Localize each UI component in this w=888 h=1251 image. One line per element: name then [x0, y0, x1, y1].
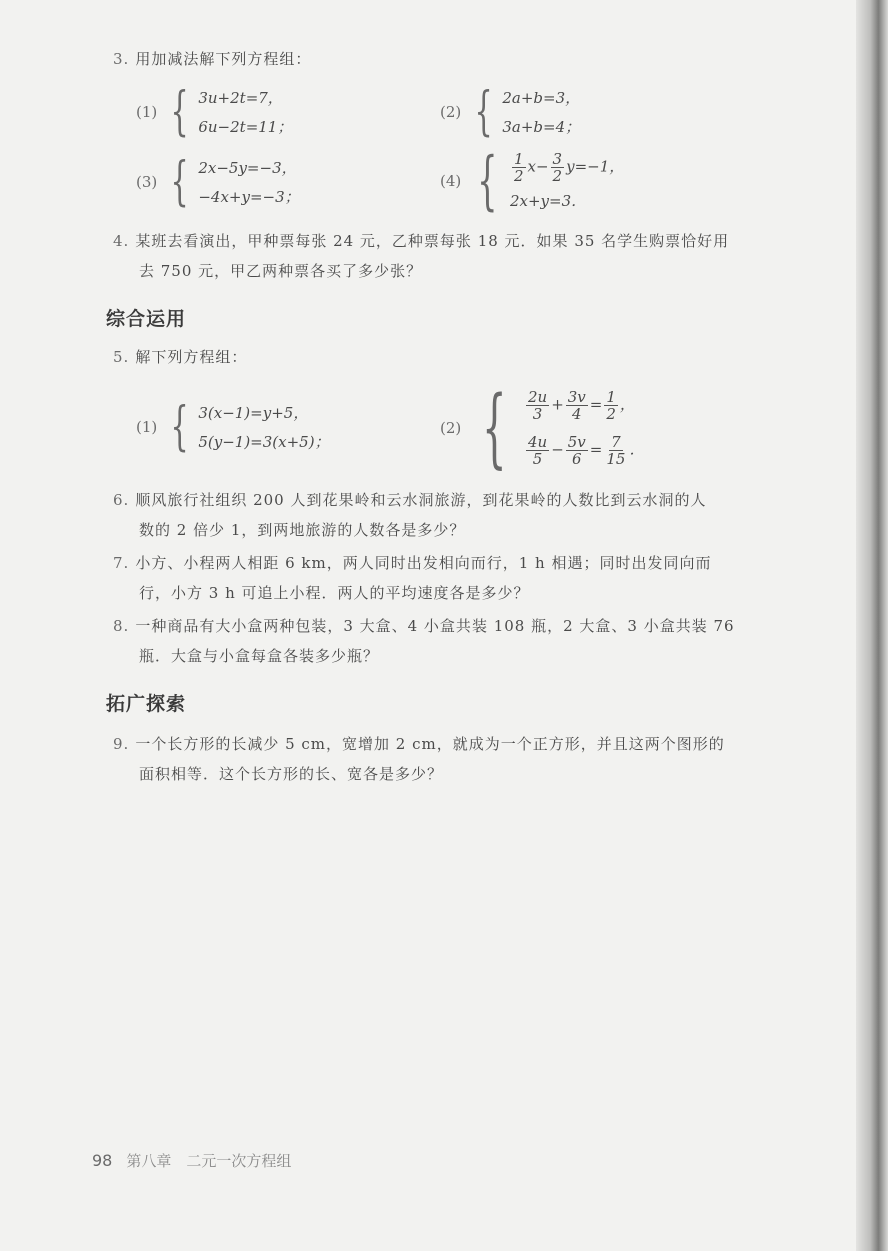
section-heading-synthesis: 综合运用 [106, 308, 187, 330]
equations [502, 87, 580, 137]
problem-text-line-2: 面积相等．这个长方形的长、宽各是多少？ [139, 765, 444, 783]
equation-1: 3(x−1)=y+5， [198, 404, 309, 422]
fraction [566, 434, 588, 467]
fraction [604, 434, 627, 467]
fraction [526, 434, 549, 467]
problem-4 [113, 226, 729, 286]
left-brace-icon: { [170, 397, 189, 457]
equations [524, 389, 645, 467]
problem-number: 7. [113, 554, 130, 572]
equation-text: y=−1， [566, 157, 625, 176]
problem-number: 8. [113, 617, 130, 635]
problem-text-line-1: 小方、小程两人相距 6 km，两人同时出发相向而行，1 h 相遇；同时出发同向而 [135, 554, 712, 572]
equations [510, 151, 624, 211]
problem-9 [113, 729, 725, 789]
operator: − [551, 440, 564, 459]
problem-text-line-1: 一个长方形的长减少 5 cm，宽增加 2 cm，就成为一个正方形，并且这两个图形的 [135, 735, 725, 753]
fraction [526, 389, 549, 422]
fraction [551, 151, 565, 184]
numerator: 7 [611, 433, 621, 451]
problem-text-line-2: 数的 2 倍少 1，到两地旅游的人数各是多少？ [139, 521, 466, 539]
equation-1 [524, 389, 645, 422]
equation-1: 2a+b=3， [502, 89, 581, 107]
problem-text-line-2: 行，小方 3 h 可追上小程．两人的平均速度各是多少？ [139, 584, 530, 602]
problem-3 [113, 44, 311, 74]
system-label: (2) [440, 103, 462, 121]
numerator: 4u [527, 433, 548, 451]
denominator: 4 [572, 405, 582, 423]
numerator: 3v [567, 388, 586, 406]
system-3-3 [136, 152, 300, 212]
fraction [512, 151, 526, 184]
punctuation: ． [629, 440, 645, 459]
problem-text-line-1: 顺风旅行社组织 200 人到花果岭和云水洞旅游，到花果岭的人数比到云水洞的人 [135, 491, 707, 509]
equation-2: 5(y−1)=3(x+5)； [198, 433, 330, 451]
equation-text: x− [527, 157, 549, 176]
equation-2: 6u−2t=11； [198, 118, 293, 136]
denominator: 5 [532, 450, 543, 468]
problem-number: 6. [113, 491, 130, 509]
problem-7 [113, 548, 711, 608]
equations [198, 87, 292, 137]
left-brace-icon: { [477, 144, 498, 218]
operator: + [551, 395, 564, 414]
fraction [566, 389, 588, 422]
system-label: (2) [440, 419, 462, 437]
denominator: 2 [606, 405, 616, 423]
problem-6 [113, 485, 706, 545]
equation-1: 3u+2t=7， [198, 89, 283, 107]
left-brace-icon: { [482, 378, 507, 478]
system-5-2 [440, 378, 644, 478]
problem-5 [113, 342, 247, 372]
section-heading-explore: 拓广探索 [106, 693, 187, 715]
system-3-2 [440, 82, 580, 142]
equations [198, 402, 329, 452]
numerator: 1 [606, 388, 616, 406]
system-5-1 [136, 397, 330, 457]
numerator: 3 [552, 150, 563, 168]
equation-1: 2x−5y=−3， [198, 159, 297, 177]
numerator: 1 [513, 150, 524, 168]
system-label: (1) [136, 103, 158, 121]
problem-text: 用加减法解下列方程组： [135, 50, 312, 68]
problem-text-line-1: 某班去看演出，甲种票每张 24 元，乙种票每张 18 元．如果 35 名学生购票恰好用 [135, 232, 730, 250]
equations [198, 157, 299, 207]
chapter-title: 第八章 二元一次方程组 [126, 1152, 292, 1170]
problem-text-line-1: 一种商品有大小盒两种包装，3 大盒、4 小盒共装 108 瓶，2 大盒、3 小盒共装 76 [135, 617, 735, 635]
problem-number: 4. [113, 232, 130, 250]
equation-2 [524, 434, 645, 467]
system-3-4 [440, 144, 624, 218]
problem-text-line-2: 瓶．大盒与小盒每盒各装多少瓶？ [139, 647, 380, 665]
system-label: (3) [136, 173, 158, 191]
page-number: 98 [92, 1151, 113, 1170]
problem-number: 3. [113, 50, 130, 68]
left-brace-icon: { [474, 82, 493, 142]
denominator: 3 [532, 405, 543, 423]
punctuation: ， [619, 395, 635, 414]
equation-2: 2x+y=3． [509, 192, 587, 210]
fraction [604, 389, 618, 422]
equation-2: −4x+y=−3； [198, 188, 300, 206]
equation-2: 3a+b=4； [502, 118, 581, 136]
system-3-1 [136, 82, 292, 142]
numerator: 5v [567, 433, 586, 451]
numerator: 2u [527, 388, 548, 406]
problem-number: 9. [113, 735, 130, 753]
problem-text-line-2: 去 750 元，甲乙两种票各买了多少张？ [139, 262, 423, 280]
equation-1 [510, 151, 624, 184]
operator: = [589, 440, 603, 459]
denominator: 6 [572, 450, 582, 468]
problem-number: 5. [113, 348, 130, 366]
operator: = [589, 395, 603, 414]
system-label: (1) [136, 418, 158, 436]
book-spine-edge [856, 0, 888, 1251]
denominator: 2 [552, 167, 563, 185]
problem-8 [113, 611, 735, 671]
denominator: 2 [513, 167, 524, 185]
system-label: (4) [440, 172, 462, 190]
left-brace-icon: { [170, 152, 189, 212]
left-brace-icon: { [170, 82, 189, 142]
denominator: 15 [606, 450, 626, 468]
problem-text: 解下列方程组： [135, 348, 248, 366]
page-footer [92, 1150, 291, 1171]
